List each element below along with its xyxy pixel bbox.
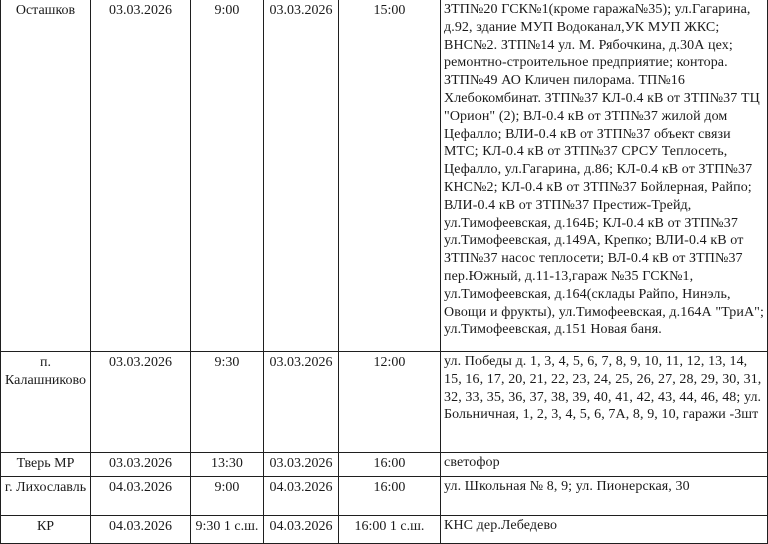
cell-location: КР [0, 516, 90, 544]
cell-location: Тверь МР [0, 453, 90, 477]
cell-end-date: 03.03.2026 [263, 0, 338, 352]
cell-location: г. Лихославль [0, 477, 90, 516]
cell-start-time: 13:30 [190, 453, 263, 477]
cell-end-time: 15:00 [338, 0, 440, 352]
cell-start-date: 03.03.2026 [90, 453, 190, 477]
cell-location: п. Калашниково [0, 352, 90, 453]
cell-end-time: 12:00 [338, 352, 440, 453]
cell-end-time: 16:00 1 с.ш. [338, 516, 440, 544]
cell-start-time: 9:30 1 с.ш. [190, 516, 263, 544]
cell-location: Осташков [0, 0, 90, 352]
cell-start-time: 9:00 [190, 477, 263, 516]
cell-end-time: 16:00 [338, 477, 440, 516]
cell-description: светофор [440, 453, 768, 477]
cell-start-date: 04.03.2026 [90, 477, 190, 516]
cell-description: ул. Школьная № 8, 9; ул. Пионерская, 30 [440, 477, 768, 516]
cell-start-time: 9:30 [190, 352, 263, 453]
cell-end-date: 03.03.2026 [263, 352, 338, 453]
cell-end-time: 16:00 [338, 453, 440, 477]
cell-end-date: 03.03.2026 [263, 453, 338, 477]
cell-end-date: 04.03.2026 [263, 516, 338, 544]
cell-description: ЗТП№20 ГСК№1(кроме гаража№35); ул.Гагарина, д.92, здание МУП Водоканал,УК МУП ЖКС; ВНС№2. ЗТП№14 ул. М. Рябочкина, д.30А цех; ремонтно-строительное предприятие; контора. ЗТП№49 АО Кличен пилорама. ТП№16 Хлебокомбинат. ЗТП№37 КЛ-0.4 кВ от ЗТП№37 ТЦ "Орион" (2); ВЛ-0.4 кВ от ЗТП№37 жилой дом Цефалло; ВЛИ-0.4 кВ от ЗТП№37 объект связи МТС; КЛ-0.4 кВ от ЗТП№37 СРСУ Теплосеть, Цефалло, ул.Гагарина, д.86; КЛ-0.4 кВ от ЗТП№37 КНС№2; КЛ-0.4 кВ от ЗТП№37 Бойлерная, Райпо; ВЛИ-0.4 кВ от ЗТП№37 Престиж-Трейд, ул.Тимофеевская, д.164Б; КЛ-0.4 кВ от ЗТП№37 ул.Тимофеевская, д.149А, Крепко; ВЛИ-0.4 кВ от ЗТП№37 насос теплосети; ВЛ-0.4 кВ от ЗТП№37 пер.Южный, д.11-13,гараж №35 ГСК№1, ул.Тимофеевская, д.164(склады Райпо, Нинэль, Овощи и фрукты), ул.Тимофеевская, д.164А "ТриА"; ул.Тимофеевская, д.151 Новая баня. [440, 0, 768, 352]
cell-end-date: 04.03.2026 [263, 477, 338, 516]
cell-description: ул. Победы д. 1, 3, 4, 5, 6, 7, 8, 9, 10, 11, 12, 13, 14, 15, 16, 17, 20, 21, 22, 23, 24, 25, 26, 27, 28, 29, 30, 31, 32, 33, 35, 36, 37, 38, 39, 40, 41, 42, 43, 44, 46, 48; ул. Больничная, 1, 2, 3, 4, 5, 6, 7А, 8, 9, 10, гаражи -3шт [440, 352, 768, 453]
cell-start-date: 03.03.2026 [90, 352, 190, 453]
cell-description: КНС дер.Лебедево [440, 516, 768, 544]
cell-start-date: 04.03.2026 [90, 516, 190, 544]
cell-start-date: 03.03.2026 [90, 0, 190, 352]
cell-start-time: 9:00 [190, 0, 263, 352]
